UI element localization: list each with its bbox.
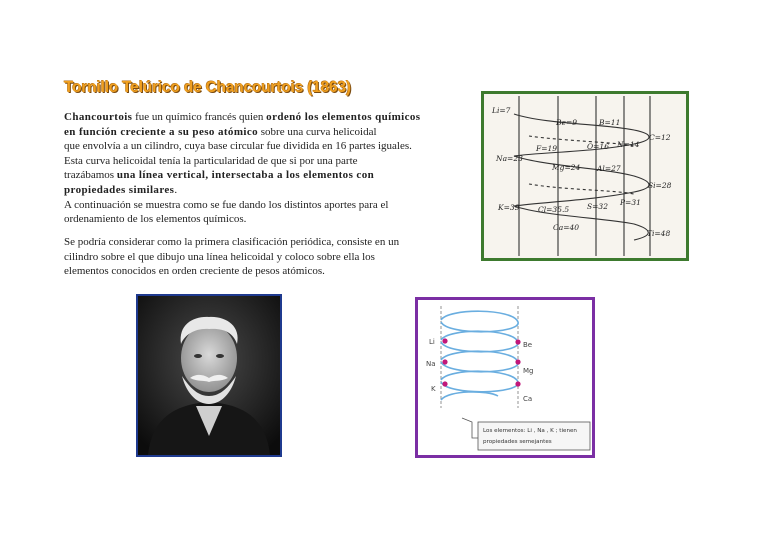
label-mg: Mg bbox=[523, 367, 534, 375]
text-line: que envolvía a un cilindro, cuya base circular fue dividida en 16 partes iguales. bbox=[64, 140, 412, 153]
text-line: Esta curva helicoidal tenía la particularidad de que si por una parte bbox=[64, 154, 358, 167]
portrait-image bbox=[138, 296, 280, 455]
text: sobre una curva helicoidal bbox=[258, 125, 377, 138]
chancourtois-name: Chancourtois bbox=[64, 111, 133, 123]
emphasis: una línea vertical, intersectaba a los elementos con bbox=[116, 169, 375, 182]
emphasis: ordenó los elementos químicos bbox=[266, 111, 421, 123]
label-mg: Mg=24 bbox=[552, 163, 581, 172]
telluric-screw-figure bbox=[481, 91, 689, 261]
emphasis: en función creciente a su peso atómico bbox=[64, 125, 259, 138]
label-na: Na=23 bbox=[496, 154, 523, 163]
text-line: Se podría considerar como la primera clasificación periódica, consiste en un bbox=[64, 236, 400, 248]
label-k: K=39 bbox=[498, 203, 520, 212]
text: fue un químico francés quien bbox=[132, 111, 267, 123]
page-title: Tornillo Telúrico de Chancourtois (1863) bbox=[64, 79, 351, 96]
text: . bbox=[174, 183, 178, 196]
callout-line2: propiedades semejantes bbox=[483, 439, 552, 445]
label-o: O=16 bbox=[587, 142, 609, 151]
text-line: ordenamiento de los elementos químicos. bbox=[64, 213, 247, 226]
classification-paragraph bbox=[64, 235, 484, 279]
label-ca: Ca=40 bbox=[553, 223, 580, 232]
label-be: Be bbox=[523, 341, 533, 349]
label-ti: Ti=48 bbox=[647, 229, 671, 238]
label-cl: Cl=35.5 bbox=[538, 205, 570, 214]
label-be: Be=9 bbox=[556, 118, 578, 127]
label-n: N=14 bbox=[617, 140, 640, 149]
text-line: elementos conocidos en orden creciente de pesos atómicos. bbox=[64, 265, 325, 278]
label-f: F=19 bbox=[536, 144, 558, 153]
intro-paragraph bbox=[64, 110, 484, 227]
label-li: Li bbox=[429, 338, 435, 346]
telluric-screw-drawing bbox=[484, 94, 686, 258]
text-line: cilindro sobre el que dibujo una línea helicoidal y coloco sobre ella los bbox=[64, 250, 375, 263]
helix-diagram-drawing bbox=[418, 300, 592, 455]
label-s: S=32 bbox=[587, 202, 608, 211]
label-na: Na bbox=[426, 360, 436, 368]
label-ca: Ca bbox=[523, 395, 533, 403]
callout-line1: Los elementos: Li , Na , K ; tienen bbox=[483, 428, 577, 434]
label-b: B=11 bbox=[599, 118, 621, 127]
emphasis: propiedades similares bbox=[64, 183, 175, 196]
label-li: Li=7 bbox=[492, 106, 511, 115]
label-k: K bbox=[431, 385, 436, 393]
chancourtois-portrait bbox=[136, 294, 282, 457]
label-c: C=12 bbox=[649, 133, 671, 142]
callout-box bbox=[478, 422, 590, 450]
label-si: Si=28 bbox=[648, 181, 672, 190]
helix-diagram bbox=[415, 297, 595, 458]
label-al: Al=27 bbox=[597, 164, 621, 173]
label-p: P=31 bbox=[620, 198, 641, 207]
text-line: A continuación se muestra como se fue dando los distintos aportes para el bbox=[64, 198, 389, 211]
text: trazábamos bbox=[64, 169, 117, 182]
